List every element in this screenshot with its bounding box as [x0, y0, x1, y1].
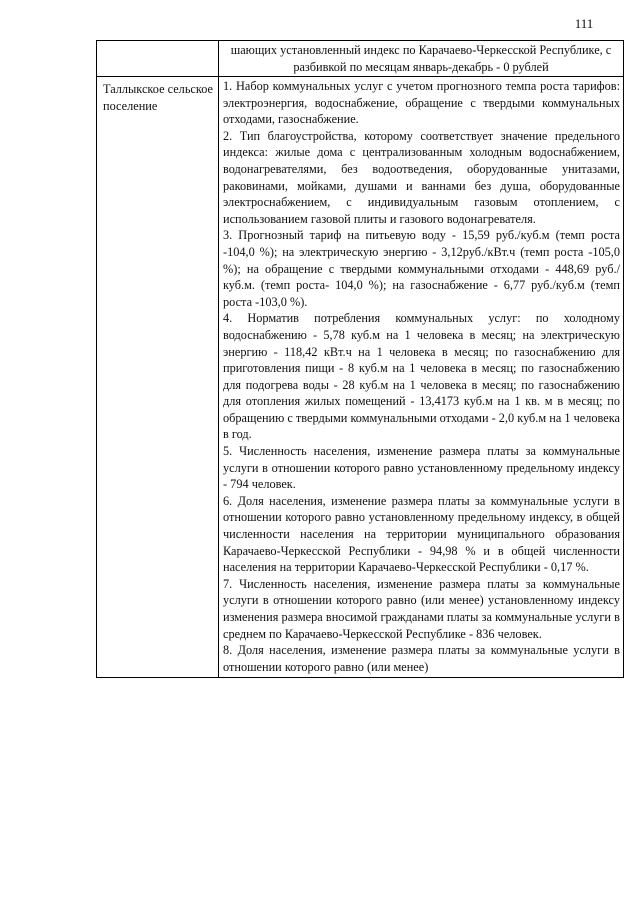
- table-row-continuation: [97, 41, 624, 77]
- tariff-table: [96, 40, 624, 678]
- list-item: 2. Тип благоустройства, которому соответствует значение предельного индекса: жилые дома с централизованным холодным водоснабжением, водонагревателями, без водоотведения, оборудованные унитазами, раковинами, мойками, душами и ваннами без душа, оборудованные электроснабжением, с индивидуальным газовым отоплением, с использованием газовой плиты и газового водонагревателя.: [223, 128, 620, 226]
- list-item: 4. Норматив потребления коммунальных услуг: по холодному водоснабжению - 5,78 куб.м на 1 человека в месяц; на электрическую энергию - 118,42 кВт.ч на 1 человека в месяц; по газоснабжению для приготовления пищи - 8 куб.м на 1 человека в месяц; по газоснабжению для подогрева воды - 28 куб.м на 1 человека в месяц; по газоснабжению для отопления жилых помещений - 13,4173 куб.м на 1 кв. м в месяц; по обращению с твердыми коммунальными отходами - 2,0 куб.м на 1 человека в год.: [223, 311, 620, 442]
- page-number: 111: [574, 16, 594, 31]
- details-list: [219, 77, 623, 677]
- empty-cell: [97, 41, 219, 77]
- table-row-municipality: [97, 77, 624, 678]
- list-item: 1. Набор коммунальных услуг с учетом прогнозного темпа роста тарифов: электроэнергия, водоснабжение, обращение с твердыми коммунальных отходами, газоснабжение.: [223, 79, 620, 127]
- continuation-text: шающих установленный индекс по Карачаево-Черкесской Республике, с разбивкой по месяцам январь-декабрь - 0 рублей: [230, 43, 612, 74]
- municipality-name: Таллыкское сельское поселение: [103, 82, 213, 113]
- details-cell: [219, 77, 624, 678]
- municipality-cell: [97, 77, 219, 678]
- list-item: 3. Прогнозный тариф на питьевую воду - 15,59 руб./куб.м (темп роста -104,0 %); на электрическую энергию - 3,12руб./кВт.ч (темп роста -105,0 %); на обращение с твердыми коммунальными отходами - 448,69 руб./куб.м. (темп роста- 104,0 %); на газоснабжение - 6,77 руб./куб.м (темп роста -103,0 %).: [223, 228, 620, 309]
- list-item: 5. Численность населения, изменение размера платы за коммунальные услуги в отношении которого равно установленному предельному индексу - 794 человек.: [223, 444, 620, 492]
- list-item: 8. Доля населения, изменение размера платы за коммунальные услуги в отношении которого равно (или менее): [223, 643, 620, 674]
- list-item: 7. Численность населения, изменение размера платы за коммунальные услуги в отношении которого равно (или менее) установленному индексу изменения размера вносимой гражданами платы за коммунальные услуги в среднем по Карачаево-Черкесской Республике - 836 человек.: [223, 576, 620, 641]
- continuation-cell: [219, 41, 624, 77]
- list-item: 6. Доля населения, изменение размера платы за коммунальные услуги в отношении которого равно установленному предельному индексу, в общей численности населения на территории муниципального образования Карачаево-Черкесской Республики - 94,98 % и в общей численности населения на территории Карачаево-Черкесской Республики - 0,17 %.: [223, 493, 620, 575]
